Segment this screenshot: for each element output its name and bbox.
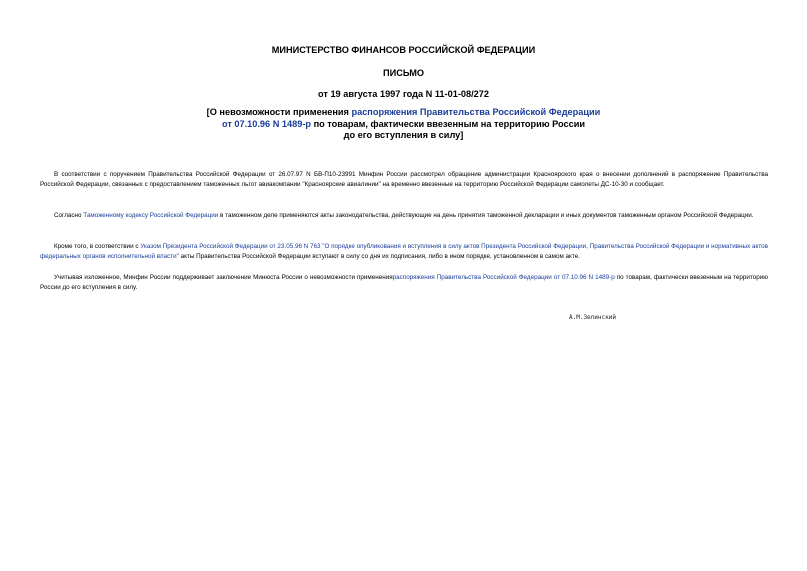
title-line-3: до его вступления в силу] xyxy=(343,130,464,140)
title-decree-date-link[interactable]: от 07.10.96 N 1489-р xyxy=(221,118,312,129)
title-decree-link[interactable]: распоряжения Правительства Российской Федерации xyxy=(351,107,601,117)
paragraph-3-lead: Кроме того, в соответствии с xyxy=(54,243,141,250)
paragraph-2-lead: Согласно xyxy=(54,212,84,219)
paragraph-2 xyxy=(40,211,768,221)
title-middle: по товарам, фактически ввезенным на территорию России xyxy=(311,118,586,129)
document-title xyxy=(0,107,807,142)
document-date-heading: от 19 августа 1997 года N 11-01-08/272 xyxy=(318,89,489,99)
title-prefix: [О невозможности применения xyxy=(206,107,352,117)
title-line-2 xyxy=(222,119,585,129)
paragraph-4-lead: Учитывая изложенное, Минфин России поддерживает заключение Минюста России о невозможности применения xyxy=(54,274,393,281)
paragraph-4-rest: по товарам, фактически ввезенным на территорию России до его вступления в силу. xyxy=(40,274,769,292)
signature: А.М.Зелинский xyxy=(569,314,616,321)
presidential-decree-link[interactable]: Указом Президента Российской Федерации от 23.05.96 N 763 "О порядке опубликования и вступления в силу актов Президента Российской Федерации, Правительства Российской Федерации и нормативных актов федеральных органов исполнительной власти" xyxy=(40,243,768,261)
title-line-1 xyxy=(207,107,601,117)
paragraph-3-rest: акты Правительства Российской Федерации вступают в силу со дня их подписания, либо в ином порядке, установленном в самом акте. xyxy=(178,253,580,261)
document-type-heading: ПИСЬМО xyxy=(382,68,425,78)
ministry-heading: МИНИСТЕРСТВО ФИНАНСОВ РОССИЙСКОЙ ФЕДЕРАЦИИ xyxy=(271,45,536,55)
paragraph-1: В соответствии с поручением Правительства Российской Федерации от 26.07.97 N БВ-П10-23991 Минфин России рассмотрел обращение администрации Красноярского края о внесении дополнений в распоряжение Правительства Российской Федерации, связанных с предоставлением таможенных льгот авиакомпании "Красноярские авиалинии" на временно ввезенные на территорию Российской Федерации самолеты ДС-10-30 и сообщает. xyxy=(40,171,768,189)
paragraph-2-rest: в таможенном деле применяются акты законодательства, действующие на день принятия таможенной декларации и иных документов таможенным органом Российской Федерации. xyxy=(218,212,754,219)
paragraph-4 xyxy=(40,273,768,294)
government-order-link[interactable]: распоряжения Правительства Российской Федерации от 07.10.96 N 1489-р xyxy=(392,274,615,281)
paragraph-3 xyxy=(40,242,768,263)
customs-code-link[interactable]: Таможенному кодексу Российской Федерации xyxy=(83,212,219,219)
